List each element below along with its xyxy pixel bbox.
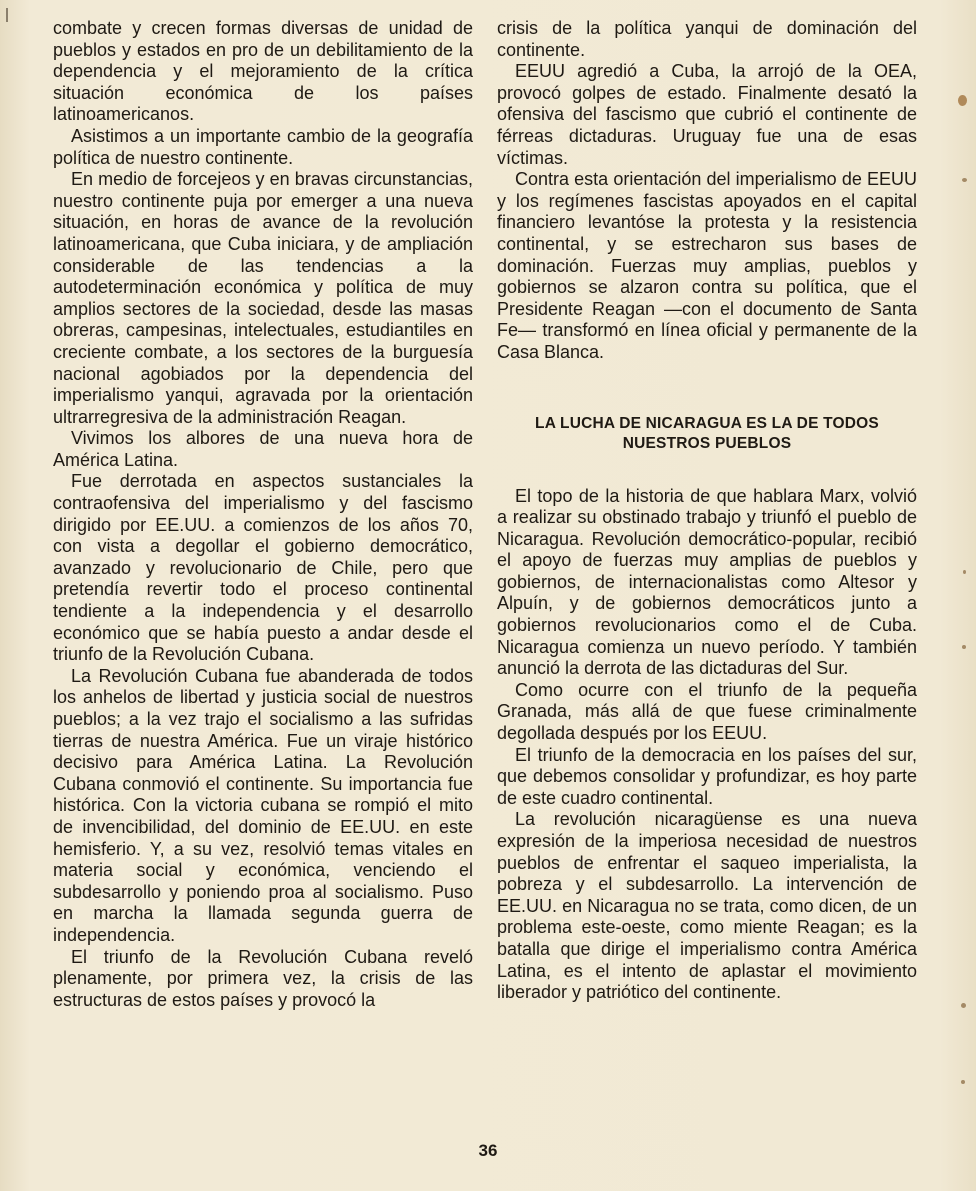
speck — [961, 1003, 966, 1008]
paragraph: combate y crecen formas diversas de unidad de pueblos y estados en pro de un debilitamiento de la dependencia y el mejoramiento de la crítica situación económica de los países latinoamericanos. — [53, 18, 473, 125]
speck — [961, 1080, 965, 1084]
speck — [963, 570, 966, 574]
paragraph: EEUU agredió a Cuba, la arrojó de la OEA, provocó golpes de estado. Finalmente desató la ofensiva del fascismo que cubrió el continente de férreas dictaduras. Uruguay fue una de esas víctimas. — [497, 61, 917, 168]
section-heading-line-2: NUESTROS PUEBLOS — [622, 434, 792, 452]
paragraph: El topo de la historia de que hablara Marx, volvió a realizar su obstinado trabajo y triunfó el pueblo de Nicaragua. Revolución democrático-popular, recibió el apoyo de fuerzas muy amplias de pueblos y gobiernos, de internacionalistas como Altesor y Alpuín, y de gobiernos democráticos junto a gobiernos revolucionarios como el de Cuba. Nicaragua comienza un nuevo período. Y también anunció la derrota de las dictaduras del Sur. — [497, 485, 917, 679]
left-column — [53, 18, 473, 1011]
right-column — [497, 18, 917, 1004]
speck — [962, 645, 966, 649]
paragraph: Asistimos a un importante cambio de la geografía política de nuestro continente. — [53, 125, 473, 168]
paragraph: Vivimos los albores de una nueva hora de América Latina. — [53, 428, 473, 470]
gutter-mark — [6, 8, 8, 22]
speck — [958, 95, 967, 106]
paragraph: Fue derrotada en aspectos sustanciales la contraofensiva del imperialismo y del fascismo dirigido por EE.UU. a comienzos de los años 70, con vista a degollar el gobierno democrático, avanzado y revolucionario de Chile, pero que pretendía revertir todo el proceso continental tendiente a la independencia y el desarrollo económico que se había puesto a andar desde el triunfo de la Revolución Cubana. — [53, 471, 473, 665]
paragraph: La revolución nicaragüense es una nueva expresión de la imperiosa necesidad de nuestros pueblos de enfrentar el saqueo imperialista, la pobreza y el subdesarrollo. La intervención de EE.UU. en Nicaragua no se trata, como dicen, de un problema este-oeste, como miente Reagan; es la batalla que dirige el imperialismo contra América Latina, es el intento de aplastar el movimiento liberador y patriótico del continente. — [497, 809, 917, 1003]
paragraph: La Revolución Cubana fue abanderada de todos los anhelos de libertad y justicia social de nuestros pueblos; a la vez trajo el socialismo a las sufridas tierras de nuestra América. Fue un viraje histórico decisivo para América Latina. La Revolución Cubana conmovió el continente. Su importancia fue histórica. Con la victoria cubana se rompió el mito de invencibilidad, del dominio de EE.UU. en este hemisferio. Y, a su vez, resolvió temas vitales en materia social y económica, venciendo el subdesarrollo y poniendo proa al socialismo. Puso en marcha la llamada segunda guerra de independencia. — [53, 665, 473, 945]
paragraph: En medio de forcejeos y en bravas circunstancias, nuestro continente puja por emerger a una nueva situación, en horas de avance de la revolución latinoamericana, que Cuba iniciara, y de ampliación considerable de las tendencias a la autodeterminación económica y política de muy amplios sectores de la sociedad, desde las masas obreras, campesinas, intelectuales, estudiantiles en creciente combate, a los sectores de la burguesía nacional agobiados por la dependencia del imperialismo yanqui, agravada por la orientación ultrarregresiva de la administración Reagan. — [53, 169, 473, 427]
paragraph: crisis de la política yanqui de dominación del continente. — [497, 18, 917, 60]
paragraph: Contra esta orientación del imperialismo de EEUU y los regímenes fascistas apoyados en el capital financiero levantóse la protesta y la resistencia continental, y se estrecharon sus bases de dominación. Fuerzas muy amplias, pueblos y gobiernos se alzaron contra su política, que el Presidente Reagan —con el documento de Santa Fe— transformó en línea oficial y permanente de la Casa Blanca. — [497, 169, 917, 362]
section-heading — [497, 414, 917, 454]
page-number: 36 — [478, 1141, 498, 1160]
speck — [962, 178, 967, 182]
paragraph: El triunfo de la Revolución Cubana reveló plenamente, por primera vez, la crisis de las estructuras de estos países y provocó la — [53, 946, 473, 1010]
section-heading-line-1: LA LUCHA DE NICARAGUA ES LA DE TODOS — [535, 414, 879, 432]
paragraph: Como ocurre con el triunfo de la pequeña Granada, más allá de que fuese criminalmente degollada después por los EEUU. — [497, 679, 917, 744]
paragraph: El triunfo de la democracia en los países del sur, que debemos consolidar y profundizar, es hoy parte de este cuadro continental. — [497, 744, 917, 808]
